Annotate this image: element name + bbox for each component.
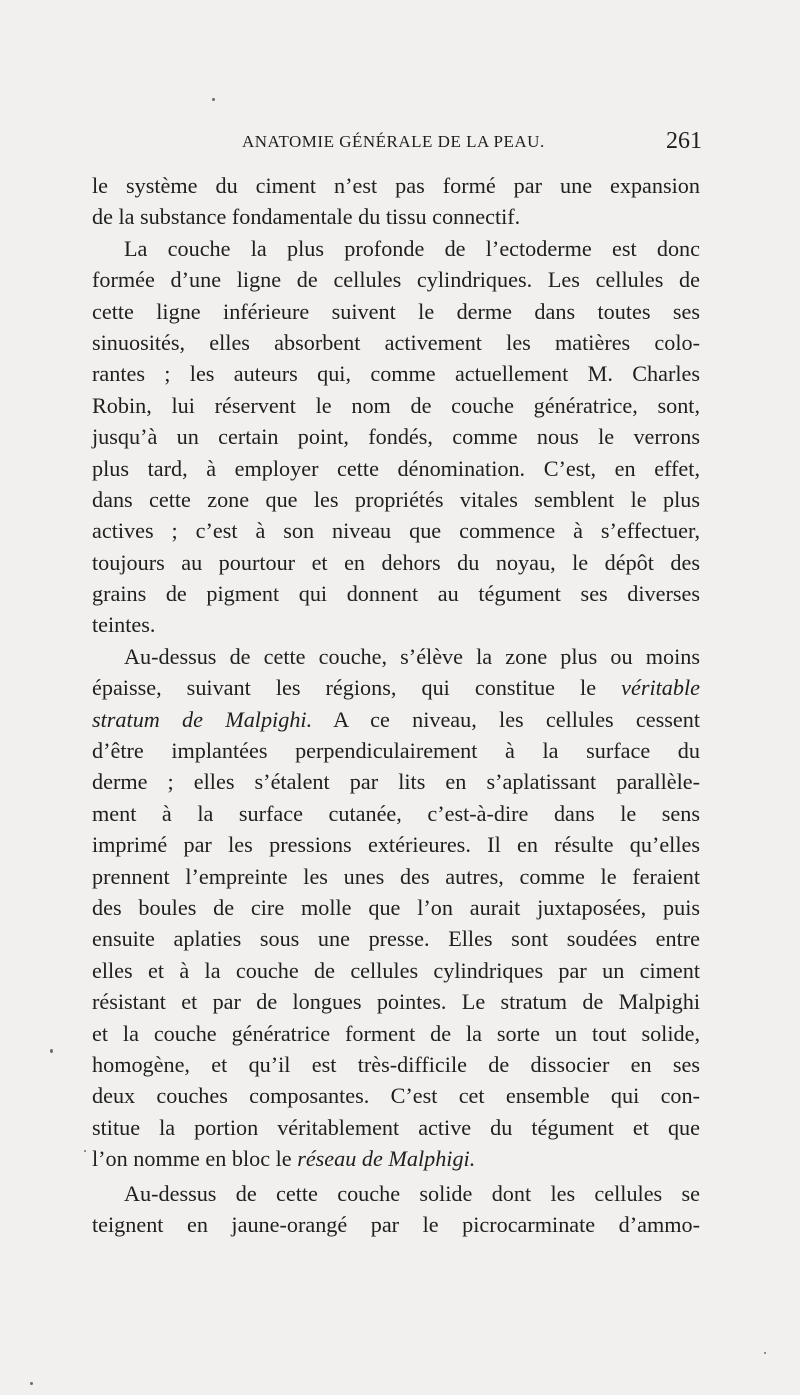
text-fragment: l’on nomme en bloc le — [92, 1146, 292, 1172]
text-fragment: A ce niveau, les cellules cessent — [333, 706, 700, 732]
text-line: d’être implantées perpendiculairement à la surface du — [92, 738, 700, 764]
text-line: teintes. — [92, 612, 156, 638]
paper-speck — [764, 1352, 766, 1354]
text-line: rantes ; les auteurs qui, comme actuellement M. Charles — [92, 361, 700, 387]
text-line: Au-dessus de cette couche solide dont les cellules se — [124, 1180, 700, 1206]
text-line: deux couches composantes. C’est cet ensemble qui con- — [92, 1083, 700, 1109]
text-line: plus tard, à employer cette dénomination. C’est, en effet, — [92, 455, 700, 481]
italic-term: stratum de Malpighi. — [92, 706, 313, 732]
paper-speck — [50, 1049, 53, 1053]
italic-term: véritable — [621, 675, 700, 701]
text-line: le système du ciment n’est pas formé par une expansion — [92, 173, 700, 198]
text-line: formée d’une ligne de cellules cylindriques. Les cellules de — [92, 267, 700, 293]
italic-term: réseau de Malphigi. — [297, 1146, 476, 1172]
text-line: toujours au pourtour et en dehors du noyau, le dépôt des — [92, 549, 700, 575]
text-fragment: épaisse, suivant les régions, qui constitue le — [92, 675, 597, 701]
text-line: sinuosités, elles absorbent activement les matières colo- — [92, 329, 700, 355]
text-line: cette ligne inférieure suivent le derme dans toutes ses — [92, 298, 700, 324]
text-line: La couche la plus profonde de l’ectoderme est donc — [124, 235, 700, 261]
body-text — [92, 170, 700, 1240]
text-line: homogène, et qu’il est très-difficile de dissocier en ses — [92, 1051, 700, 1077]
text-line: stitue la portion véritablement active du tégument et que — [92, 1114, 700, 1140]
text-line: ment à la surface cutanée, c’est-à-dire dans le sens — [92, 800, 700, 826]
paper-speck — [84, 1150, 86, 1152]
text-line: actives ; c’est à son niveau que commence à s’effectuer, — [92, 518, 700, 544]
text-line: résistant et par de longues pointes. Le stratum de Malpighi — [92, 989, 700, 1015]
text-line — [92, 1143, 700, 1174]
running-header — [92, 128, 702, 160]
text-line: jusqu’à un certain point, fondés, comme nous le verrons — [92, 424, 700, 450]
text-line — [92, 704, 700, 735]
text-line — [92, 672, 700, 703]
text-line: derme ; elles s’étalent par lits en s’aplatissant parallèle- — [92, 769, 700, 795]
text-line: imprimé par les pressions extérieures. Il en résulte qu’elles — [92, 832, 700, 858]
paper-speck — [30, 1382, 33, 1385]
text-line: Au-dessus de cette couche, s’élève la zone plus ou moins — [124, 643, 700, 669]
text-line: et la couche génératrice forment de la sorte un tout solide, — [92, 1020, 700, 1046]
text-line: ensuite aplaties sous une presse. Elles sont soudées entre — [92, 926, 700, 952]
paper-speck — [212, 98, 215, 101]
text-line: de la substance fondamentale du tissu connectif. — [92, 204, 521, 230]
running-title: ANATOMIE GÉNÉRALE DE LA PEAU. — [242, 132, 545, 151]
page-number: 261 — [666, 128, 702, 154]
text-line: des boules de cire molle que l’on aurait juxtaposées, puis — [92, 894, 700, 920]
text-line: teignent en jaune-orangé par le picrocarminate d’ammo- — [92, 1211, 700, 1237]
text-line: elles et à la couche de cellules cylindriques par un ciment — [92, 957, 700, 983]
text-line: Robin, lui réservent le nom de couche génératrice, sont, — [92, 392, 700, 418]
text-line: dans cette zone que les propriétés vitales semblent le plus — [92, 486, 700, 512]
text-line: grains de pigment qui donnent au tégument ses diverses — [92, 581, 700, 607]
text-line: prennent l’empreinte les unes des autres, comme le feraient — [92, 863, 700, 889]
